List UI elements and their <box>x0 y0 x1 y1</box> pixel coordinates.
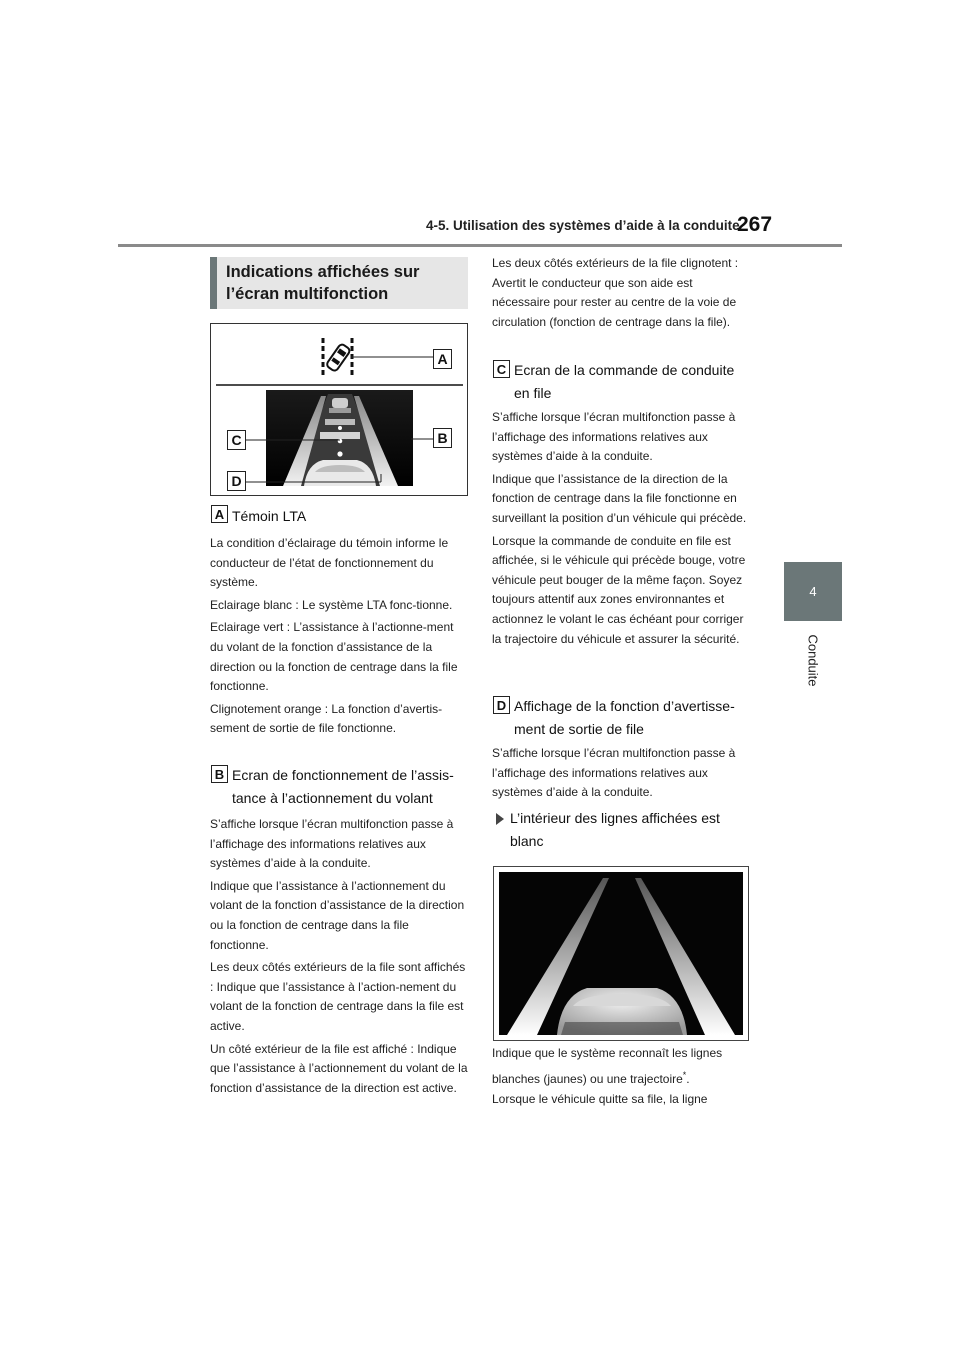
bullet-triangle-icon <box>496 813 504 825</box>
chapter-label: Conduite <box>805 633 821 687</box>
item-c-title: Ecran de la commande de conduite en file <box>514 362 735 401</box>
item-d-marker: D <box>493 696 510 714</box>
paragraph: S’affiche lorsque l’écran multifonction passe à l’affichage des informations relatives aux systèmes d’aide à la conduite. <box>210 817 454 871</box>
item-a-title: Témoin LTA <box>232 508 307 524</box>
callout-b: B <box>433 428 452 448</box>
callout-a: A <box>433 349 452 369</box>
item-b-body <box>210 815 468 1101</box>
paragraph: S’affiche lorsque l’écran multifonction passe à l’affichage des informations relatives aux systèmes d’aide à la conduite. <box>492 410 736 464</box>
item-b-continuation <box>492 254 748 335</box>
lta-indicator-icon <box>323 338 352 376</box>
driving-assist-screen <box>266 390 413 486</box>
item-a-marker: A <box>211 505 228 523</box>
multifunction-display-figure <box>210 323 468 496</box>
chapter-number: 4 <box>809 584 817 599</box>
paragraph: Un côté extérieur de la file est affiché : Indique que l’assistance à l’actionnement du volant de la fonction d’assistance de la direction est active. <box>210 1041 468 1095</box>
paragraph: Clignotement orange : La fonction d’avertis-sement de sortie de file fonctionne. <box>210 701 443 736</box>
caption-line: Lorsque le véhicule quitte sa file, la ligne <box>492 1092 708 1107</box>
paragraph: Eclairage blanc : Le système LTA fonc-tionne. <box>210 597 453 612</box>
item-b-title: Ecran de fonctionnement de l’assis-tance à l’actionnement du volant <box>232 767 454 806</box>
paragraph: Eclairage vert : L’assistance à l’actionne-ment du volant de la fonction d’assistance de la direction ou la fonction de centrage dans la file fonctionne. <box>210 620 458 694</box>
caption-line: blanches (jaunes) ou une trajectoire*. <box>492 1069 690 1086</box>
caption-line: Indique que le système reconnaît les lignes <box>492 1046 723 1060</box>
section-title: Indications affichées sur l’écran multifonction <box>210 257 468 309</box>
running-header-section: 4-5. Utilisation des systèmes d’aide à la conduite <box>426 218 740 233</box>
paragraph: Indique que l’assistance de la direction de la fonction de centrage dans la file fonctionne en surveillant la position d’un véhicule qui précède. <box>492 471 747 525</box>
lane-lines-illustration <box>499 872 743 1035</box>
figure2-caption <box>492 1044 748 1110</box>
bullet-title: L’intérieur des lignes affichées est blanc <box>510 810 720 849</box>
paragraph: S’affiche lorsque l’écran multifonction passe à l’affichage des informations relatives aux systèmes d’aide à la conduite. <box>492 746 736 800</box>
item-d-title: Affichage de la fonction d’avertisse-ment de sortie de file <box>514 698 735 737</box>
callout-c: C <box>227 430 246 450</box>
item-b-marker: B <box>211 765 228 783</box>
item-c-body <box>492 408 748 652</box>
page-number: 267 <box>737 213 773 236</box>
callout-d: D <box>227 471 246 491</box>
item-d-body <box>492 744 748 806</box>
header-rule <box>118 244 842 247</box>
chapter-tab[interactable] <box>784 562 842 621</box>
paragraph: La condition d’éclairage du témoin informe le conducteur de l’état de fonctionnement du système. <box>210 536 449 590</box>
footnote-asterisk[interactable]: * <box>682 1069 687 1080</box>
multifunction-display-illustration <box>211 324 467 495</box>
paragraph: Indique que l’assistance à l’actionnement du volant de la fonction d’assistance de la direction ou la fonction de centrage dans la file fonctionne. <box>210 878 465 952</box>
item-c-marker: C <box>493 360 510 378</box>
paragraph: Les deux côtés extérieurs de la file clignotent : Avertit le conducteur que son aide est nécessaire pour rester au centre de la voie de circulation (fonction de centrage dans la file). <box>492 256 739 329</box>
paragraph: Lorsque la commande de conduite en file est affichée, si le véhicule qui précède bouge, votre véhicule peut bouger de la même façon. Soyez toujours attentif aux zones environnantes et actionnez le volant le cas échéant pour corriger la trajectoire du véhicule et assurer la sécurité. <box>492 533 746 646</box>
paragraph: Les deux côtés extérieurs de la file sont affichés : Indique que l’assistance à l’action-nement du volant de la fonction de centrage dans la file est active. <box>210 960 466 1033</box>
lane-lines-white-figure <box>493 866 749 1041</box>
item-a-body <box>210 534 468 742</box>
